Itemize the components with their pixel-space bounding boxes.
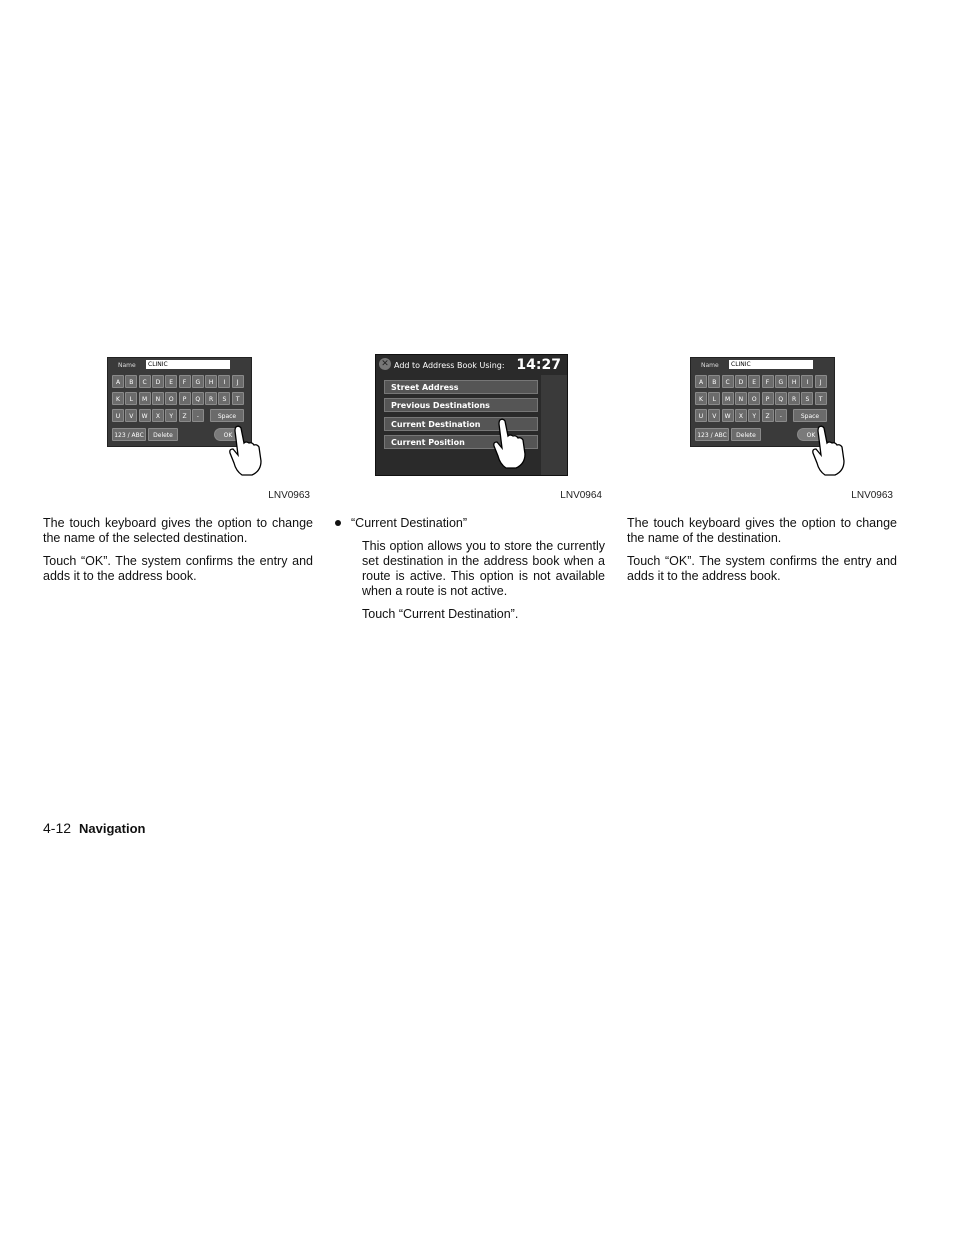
key-l[interactable]: L bbox=[125, 392, 137, 405]
bullet-item bbox=[335, 516, 605, 531]
key-s[interactable]: S bbox=[218, 392, 230, 405]
key-v[interactable]: V bbox=[125, 409, 137, 422]
key-t[interactable]: T bbox=[232, 392, 244, 405]
space-key[interactable]: Space bbox=[210, 409, 244, 422]
paragraph: This option allows you to store the currently set destination in the address book when a route is active. This option is not available when a route is not active. bbox=[362, 539, 605, 598]
side-panel bbox=[541, 375, 567, 475]
key-w[interactable]: W bbox=[139, 409, 151, 422]
key-h[interactable]: H bbox=[205, 375, 217, 388]
key-z[interactable]: Z bbox=[179, 409, 191, 422]
key-u[interactable]: U bbox=[695, 409, 707, 422]
touch-hand-icon bbox=[492, 418, 532, 470]
touch-hand-icon bbox=[811, 425, 851, 477]
name-field[interactable]: CLINIC bbox=[146, 360, 230, 369]
ok-button[interactable]: OK bbox=[797, 428, 825, 441]
figure-caption: LNV0964 bbox=[560, 490, 602, 501]
menu-item-street-address[interactable]: Street Address bbox=[384, 380, 538, 394]
key-m[interactable]: M bbox=[722, 392, 734, 405]
page-number: 4-12 bbox=[43, 820, 72, 836]
figure-caption: LNV0963 bbox=[268, 490, 310, 501]
section-name: Navigation bbox=[79, 821, 146, 836]
delete-button[interactable]: Delete bbox=[731, 428, 761, 441]
name-label: Name bbox=[701, 362, 719, 369]
key-y[interactable]: Y bbox=[165, 409, 177, 422]
menu-title: Add to Address Book Using: bbox=[394, 361, 505, 370]
paragraph: Touch “OK”. The system confirms the entry and adds it to the address book. bbox=[627, 554, 897, 583]
key-dash[interactable]: - bbox=[192, 409, 204, 422]
key-o[interactable]: O bbox=[165, 392, 177, 405]
key-j[interactable]: J bbox=[232, 375, 244, 388]
key-u[interactable]: U bbox=[112, 409, 124, 422]
key-x[interactable]: X bbox=[735, 409, 747, 422]
key-k[interactable]: K bbox=[112, 392, 124, 405]
key-n[interactable]: N bbox=[152, 392, 164, 405]
paragraph: The touch keyboard gives the option to change the name of the destination. bbox=[627, 516, 897, 545]
paragraph: Touch “OK”. The system confirms the entry and adds it to the address book. bbox=[43, 554, 313, 583]
name-field[interactable]: CLINIC bbox=[729, 360, 813, 369]
key-x[interactable]: X bbox=[152, 409, 164, 422]
key-e[interactable]: E bbox=[165, 375, 177, 388]
key-r[interactable]: R bbox=[205, 392, 217, 405]
key-o[interactable]: O bbox=[748, 392, 760, 405]
address-book-menu-screen bbox=[375, 354, 568, 476]
page-footer bbox=[43, 820, 146, 836]
key-i[interactable]: I bbox=[218, 375, 230, 388]
key-f[interactable]: F bbox=[762, 375, 774, 388]
key-q[interactable]: Q bbox=[192, 392, 204, 405]
space-key[interactable]: Space bbox=[793, 409, 827, 422]
mode-toggle-button[interactable]: 123 / ABC bbox=[695, 428, 729, 441]
paragraph: Touch “Current Destination”. bbox=[362, 607, 519, 621]
menu-item-previous-destinations[interactable]: Previous Destinations bbox=[384, 398, 538, 412]
key-c[interactable]: C bbox=[722, 375, 734, 388]
key-s[interactable]: S bbox=[801, 392, 813, 405]
key-dash[interactable]: - bbox=[775, 409, 787, 422]
mode-toggle-button[interactable]: 123 / ABC bbox=[112, 428, 146, 441]
key-i[interactable]: I bbox=[801, 375, 813, 388]
key-j[interactable]: J bbox=[815, 375, 827, 388]
key-b[interactable]: B bbox=[125, 375, 137, 388]
key-c[interactable]: C bbox=[139, 375, 151, 388]
bullet-text: “Current Destination” bbox=[351, 516, 468, 530]
key-f[interactable]: F bbox=[179, 375, 191, 388]
figure-caption: LNV0963 bbox=[851, 490, 893, 501]
key-z[interactable]: Z bbox=[762, 409, 774, 422]
key-w[interactable]: W bbox=[722, 409, 734, 422]
key-m[interactable]: M bbox=[139, 392, 151, 405]
key-r[interactable]: R bbox=[788, 392, 800, 405]
key-p[interactable]: P bbox=[762, 392, 774, 405]
key-k[interactable]: K bbox=[695, 392, 707, 405]
key-t[interactable]: T bbox=[815, 392, 827, 405]
key-p[interactable]: P bbox=[179, 392, 191, 405]
key-d[interactable]: D bbox=[152, 375, 164, 388]
key-q[interactable]: Q bbox=[775, 392, 787, 405]
key-y[interactable]: Y bbox=[748, 409, 760, 422]
text-column-2 bbox=[335, 516, 605, 630]
text-column-1 bbox=[43, 516, 313, 592]
close-icon[interactable]: ✕ bbox=[379, 358, 391, 370]
key-d[interactable]: D bbox=[735, 375, 747, 388]
key-a[interactable]: A bbox=[112, 375, 124, 388]
menu-item-current-position[interactable]: Current Position bbox=[384, 435, 538, 449]
key-e[interactable]: E bbox=[748, 375, 760, 388]
key-g[interactable]: G bbox=[775, 375, 787, 388]
key-g[interactable]: G bbox=[192, 375, 204, 388]
menu-item-current-destination[interactable]: Current Destination bbox=[384, 417, 538, 431]
key-h[interactable]: H bbox=[788, 375, 800, 388]
key-a[interactable]: A bbox=[695, 375, 707, 388]
bullet-icon bbox=[335, 520, 341, 526]
key-b[interactable]: B bbox=[708, 375, 720, 388]
key-v[interactable]: V bbox=[708, 409, 720, 422]
paragraph: The touch keyboard gives the option to change the name of the selected destination. bbox=[43, 516, 313, 545]
key-n[interactable]: N bbox=[735, 392, 747, 405]
text-column-3 bbox=[627, 516, 897, 592]
delete-button[interactable]: Delete bbox=[148, 428, 178, 441]
ok-button[interactable]: OK bbox=[214, 428, 242, 441]
key-l[interactable]: L bbox=[708, 392, 720, 405]
name-label: Name bbox=[118, 362, 136, 369]
touch-hand-icon bbox=[228, 425, 268, 477]
clock: 14:27 bbox=[516, 357, 561, 373]
